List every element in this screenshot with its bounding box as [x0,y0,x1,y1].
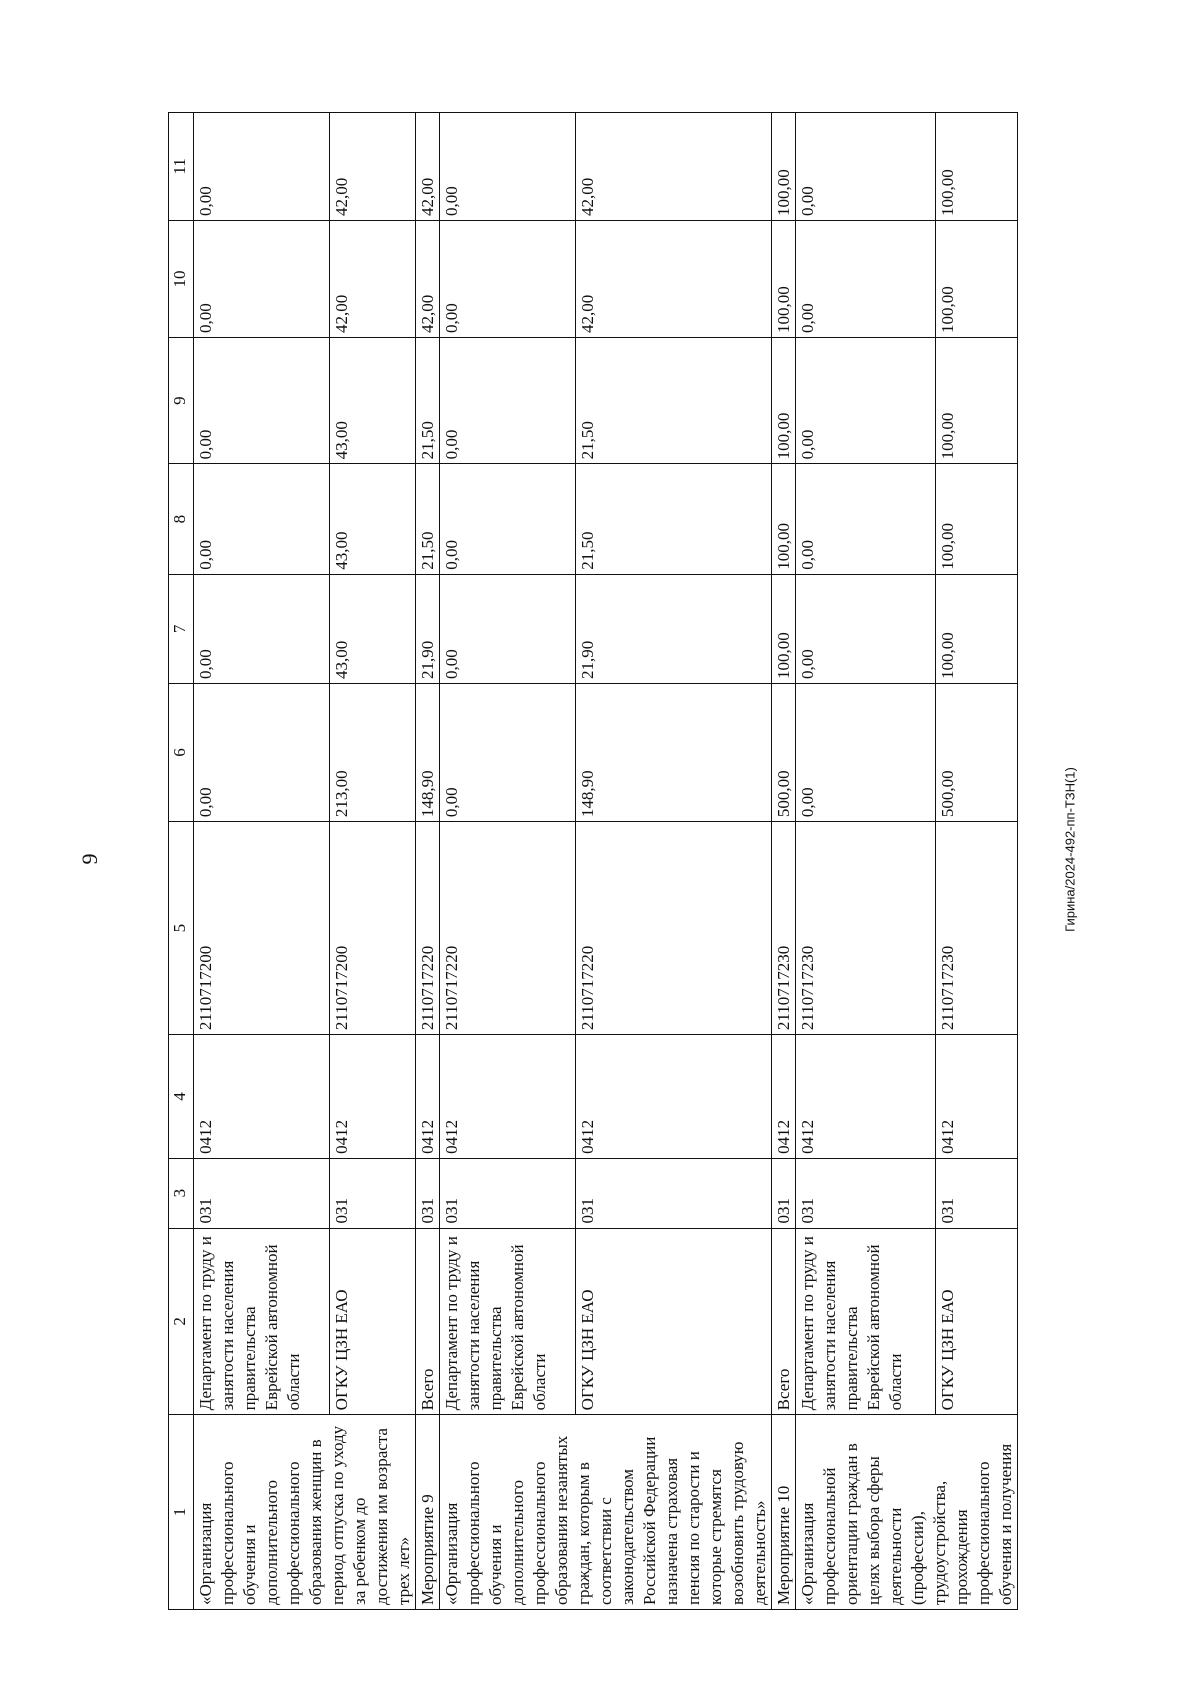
header-cell: 6 [169,683,194,821]
year-amount: 42,00 [330,113,416,221]
year-amount: 100,00 [772,220,796,337]
year-amount: 0,00 [194,464,330,574]
target-code: 2110717200 [194,822,330,1035]
grbs-code: 031 [194,1158,330,1228]
year-amount: 0,00 [796,338,936,464]
grbs-code: 031 [772,1158,796,1228]
header-cell: 8 [169,464,194,574]
table-row [416,113,440,1610]
section-code: 0412 [440,1035,576,1159]
year-amount: 0,00 [194,220,330,337]
table-row [796,113,936,1610]
year-amount: 21,90 [576,574,772,683]
year-amount: 0,00 [194,338,330,464]
budget-table [168,112,1018,1610]
year-amount: 42,00 [330,220,416,337]
year-amount: 0,00 [796,464,936,574]
total-amount: 0,00 [194,683,330,821]
header-cell: 11 [169,113,194,221]
total-amount: 0,00 [440,683,576,821]
table-row [194,113,330,1610]
year-amount: 0,00 [796,574,936,683]
year-amount: 100,00 [936,574,1018,683]
total-label: Всего [772,1228,796,1415]
grbs-code: 031 [576,1158,772,1228]
year-amount: 43,00 [330,464,416,574]
target-code: 2110717230 [796,822,936,1035]
header-cell: 9 [169,338,194,464]
table-row [772,113,796,1610]
total-amount: 0,00 [796,683,936,821]
year-amount: 42,00 [416,113,440,221]
table-row [576,113,772,1610]
year-amount: 0,00 [440,220,576,337]
event-title: Мероприятие 10 [772,1415,796,1610]
year-amount: 42,00 [416,220,440,337]
section-code: 0412 [936,1035,1018,1159]
year-amount: 0,00 [194,574,330,683]
section-code: 0412 [576,1035,772,1159]
target-code: 2110717200 [330,822,416,1035]
year-amount: 21,50 [416,338,440,464]
year-amount: 0,00 [796,220,936,337]
header-cell: 5 [169,822,194,1035]
grbs-code: 031 [796,1158,936,1228]
section-code: 0412 [416,1035,440,1159]
budget-table-wrapper [168,112,1015,1610]
year-amount: 0,00 [440,113,576,221]
section-code: 0412 [330,1035,416,1159]
year-amount: 0,00 [440,464,576,574]
section-code: 0412 [772,1035,796,1159]
event-description: «Организация профессионального обучения и дополнительного профессионального образования незанятых граждан, которым в соответствии с законодательством Российской Федерации назначена страховая пенсия по старости и которые стремятся возобновить трудовую деятельность» [440,1415,772,1610]
event-description: «Организация профессиональной ориентации граждан в целях выбора сферы деятельности (профессии), трудоустройства, прохождения профессионального обучения и получения [796,1415,1018,1610]
executor: ОГКУ ЦЗН ЕАО [330,1228,416,1415]
year-amount: 21,50 [416,464,440,574]
year-amount: 100,00 [772,338,796,464]
total-amount: 500,00 [772,683,796,821]
grbs-code: 031 [330,1158,416,1228]
year-amount: 100,00 [936,464,1018,574]
header-cell: 7 [169,574,194,683]
event-title: Мероприятие 9 [416,1415,440,1610]
header-cell: 1 [169,1415,194,1610]
target-code: 2110717230 [936,822,1018,1035]
year-amount: 100,00 [772,113,796,221]
executor: Департамент по труду и занятости населения правительства Еврейской автономной области [194,1228,330,1415]
header-cell: 3 [169,1158,194,1228]
target-code: 2110717230 [772,822,796,1035]
table-row [330,113,416,1610]
total-amount: 148,90 [576,683,772,821]
grbs-code: 031 [440,1158,576,1228]
header-cell: 2 [169,1228,194,1415]
year-amount: 21,50 [576,464,772,574]
year-amount: 43,00 [330,574,416,683]
target-code: 2110717220 [440,822,576,1035]
year-amount: 42,00 [576,113,772,221]
year-amount: 42,00 [576,220,772,337]
executor: Департамент по труду и занятости населения правительства Еврейской автономной области [440,1228,576,1415]
table-row [440,113,576,1610]
executor: ОГКУ ЦЗН ЕАО [576,1228,772,1415]
executor: ОГКУ ЦЗН ЕАО [936,1228,1018,1415]
target-code: 2110717220 [576,822,772,1035]
total-amount: 148,90 [416,683,440,821]
table-row [936,113,1018,1610]
year-amount: 0,00 [796,113,936,221]
grbs-code: 031 [416,1158,440,1228]
header-cell: 10 [169,220,194,337]
year-amount: 21,50 [576,338,772,464]
document-code: Гирина/2024-492-пп-ТЗН(1) [1062,767,1078,932]
year-amount: 100,00 [772,464,796,574]
header-cell: 4 [169,1035,194,1159]
section-code: 0412 [194,1035,330,1159]
table-header-row [169,113,194,1610]
target-code: 2110717220 [416,822,440,1035]
year-amount: 21,90 [416,574,440,683]
year-amount: 100,00 [772,574,796,683]
page-number: 9 [77,853,102,865]
year-amount: 100,00 [936,338,1018,464]
year-amount: 100,00 [936,220,1018,337]
year-amount: 43,00 [330,338,416,464]
event-description: «Организация профессионального обучения и дополнительного профессионального образования женщин в период отпуска по уходу за ребенком до достижения им возраста трех лет» [194,1415,416,1610]
section-code: 0412 [796,1035,936,1159]
year-amount: 0,00 [440,338,576,464]
year-amount: 100,00 [936,113,1018,221]
grbs-code: 031 [936,1158,1018,1228]
total-amount: 500,00 [936,683,1018,821]
total-amount: 213,00 [330,683,416,821]
year-amount: 0,00 [194,113,330,221]
executor: Департамент по труду и занятости населения правительства Еврейской автономной области [796,1228,936,1415]
year-amount: 0,00 [440,574,576,683]
total-label: Всего [416,1228,440,1415]
